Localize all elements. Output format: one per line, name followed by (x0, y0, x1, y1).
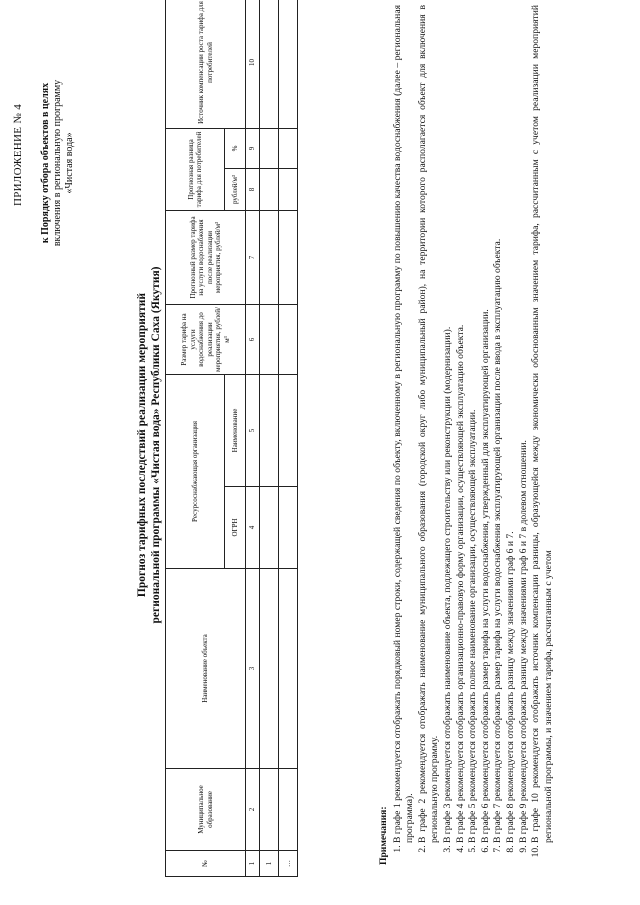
note-item: 6. В графе 6 рекомендуется отображать размер тарифа на услуги водоснабжения, утвержденный для эксплуатирующей организации. (480, 5, 493, 843)
table-cell (260, 168, 279, 210)
table-cell (279, 210, 298, 304)
document-title (135, 105, 163, 785)
note-item: 4. В графе 4 рекомендуется отображать организационно-правовую форму организации, осуществляющей эксплуатацию объекта. (455, 5, 468, 843)
table-cell (260, 128, 279, 168)
table-cell (279, 128, 298, 168)
table-cell (279, 304, 298, 374)
table-cell (260, 210, 279, 304)
document-title-line2: региональной программы «Чистая вода» Республики Саха (Якутия) (150, 266, 162, 624)
table-header-row (166, 0, 225, 877)
column-number: 4 (246, 487, 260, 569)
header-tariff-before: Размер тарифа на услуги водоснабжения до реализации мероприятия, рублей/м³ (166, 304, 246, 374)
table-cell (260, 304, 279, 374)
appendix-subtitle (40, 53, 76, 273)
header-rso-name: Наименование (225, 374, 246, 486)
table-cell (279, 487, 298, 569)
table-cell (260, 487, 279, 569)
table-cell (279, 769, 298, 851)
column-number: 1 (246, 851, 260, 877)
table-cell (260, 569, 279, 769)
forecast-table (165, 0, 298, 877)
header-diff-rub: рублей/м³ (225, 168, 246, 210)
column-number: 8 (246, 168, 260, 210)
table-row (279, 0, 298, 877)
header-diff: Прогнозная разница тарифа для потребителей (166, 128, 225, 210)
note-item: 3. В графе 3 рекомендуется отображать наименование объекта, подлежащего строительству или реконструкции (модернизации). (442, 5, 455, 843)
header-source: Источник компенсации роста тарифа для потребителей (166, 0, 246, 128)
header-num: № (166, 851, 246, 877)
note-item: 8. В графе 8 рекомендуется отображать разницу между значениями граф 6 и 7. (505, 5, 518, 843)
column-number: 10 (246, 0, 260, 128)
column-number-row (246, 0, 260, 877)
header-diff-pct: % (225, 128, 246, 168)
appendix-sub-line2: включения в региональную программу (52, 79, 63, 247)
column-number: 5 (246, 374, 260, 486)
note-item: 2. В графе 2 рекомендуется отображать наименование муниципального образования (городской округ либо муниципальный район), на территории которого располагается объект для включения в региональную программу. (417, 5, 442, 843)
header-tariff-after: Прогнозный размер тарифа на услуги водоснабжения после реализации мероприятия, рублей/м³ (166, 210, 246, 304)
header-rso: Ресурсоснабжающая организация (166, 374, 225, 568)
appendix-sub-line1: к Порядку отбора объектов в целях (40, 82, 51, 244)
header-municipality: Муниципальное образование (166, 769, 246, 851)
column-number: 6 (246, 304, 260, 374)
column-number: 9 (246, 128, 260, 168)
header-object-name: Наименование объекта (166, 569, 246, 769)
row-number: 1 (260, 851, 279, 877)
appendix-sub-line3: «Чистая вода» (64, 132, 75, 194)
table-cell (279, 0, 298, 128)
note-item: 9. В графе 9 рекомендуется отображать разницу между значениями граф 6 и 7 в долевом отношении. (518, 5, 531, 843)
table-row (260, 0, 279, 877)
table-cell (279, 168, 298, 210)
table-cell (279, 374, 298, 486)
notes-list (392, 5, 556, 865)
note-item: 1. В графе 1 рекомендуется отображать порядковый номер строки, содержащей сведения по объекту, включенному в региональную программу по повышению качества водоснабжения (далее – региональная программа). (392, 5, 417, 843)
note-item: 10. В графе 10 рекомендуется отображать источник компенсации разницы, образующейся между экономически обоснованным значением тарифа, рассчитанным с учетом реализации мероприятий региональной программы, и значением тарифа, рассчитанным с учетом (530, 5, 555, 843)
notes-title: Примечания: (378, 806, 389, 865)
column-number: 3 (246, 569, 260, 769)
table-cell (279, 569, 298, 769)
notes-section (378, 5, 555, 865)
row-number: … (279, 851, 298, 877)
table-cell (260, 769, 279, 851)
header-rso-ogrn: ОГРН (225, 487, 246, 569)
document-title-line1: Прогноз тарифных последствий реализации мероприятий (136, 292, 148, 598)
column-number: 2 (246, 769, 260, 851)
note-item: 5. В графе 5 рекомендуется отображать полное наименование организации, осуществляющей эксплуатации. (467, 5, 480, 843)
table-cell (260, 0, 279, 128)
column-number: 7 (246, 210, 260, 304)
appendix-title: ПРИЛОЖЕНИЕ № 4 (12, 104, 24, 207)
note-item: 7. В графе 7 рекомендуется отображать размер тарифа на услуги водоснабжения эксплуатирующей организации после ввода в эксплуатацию объекта. (492, 5, 505, 843)
table-cell (260, 374, 279, 486)
